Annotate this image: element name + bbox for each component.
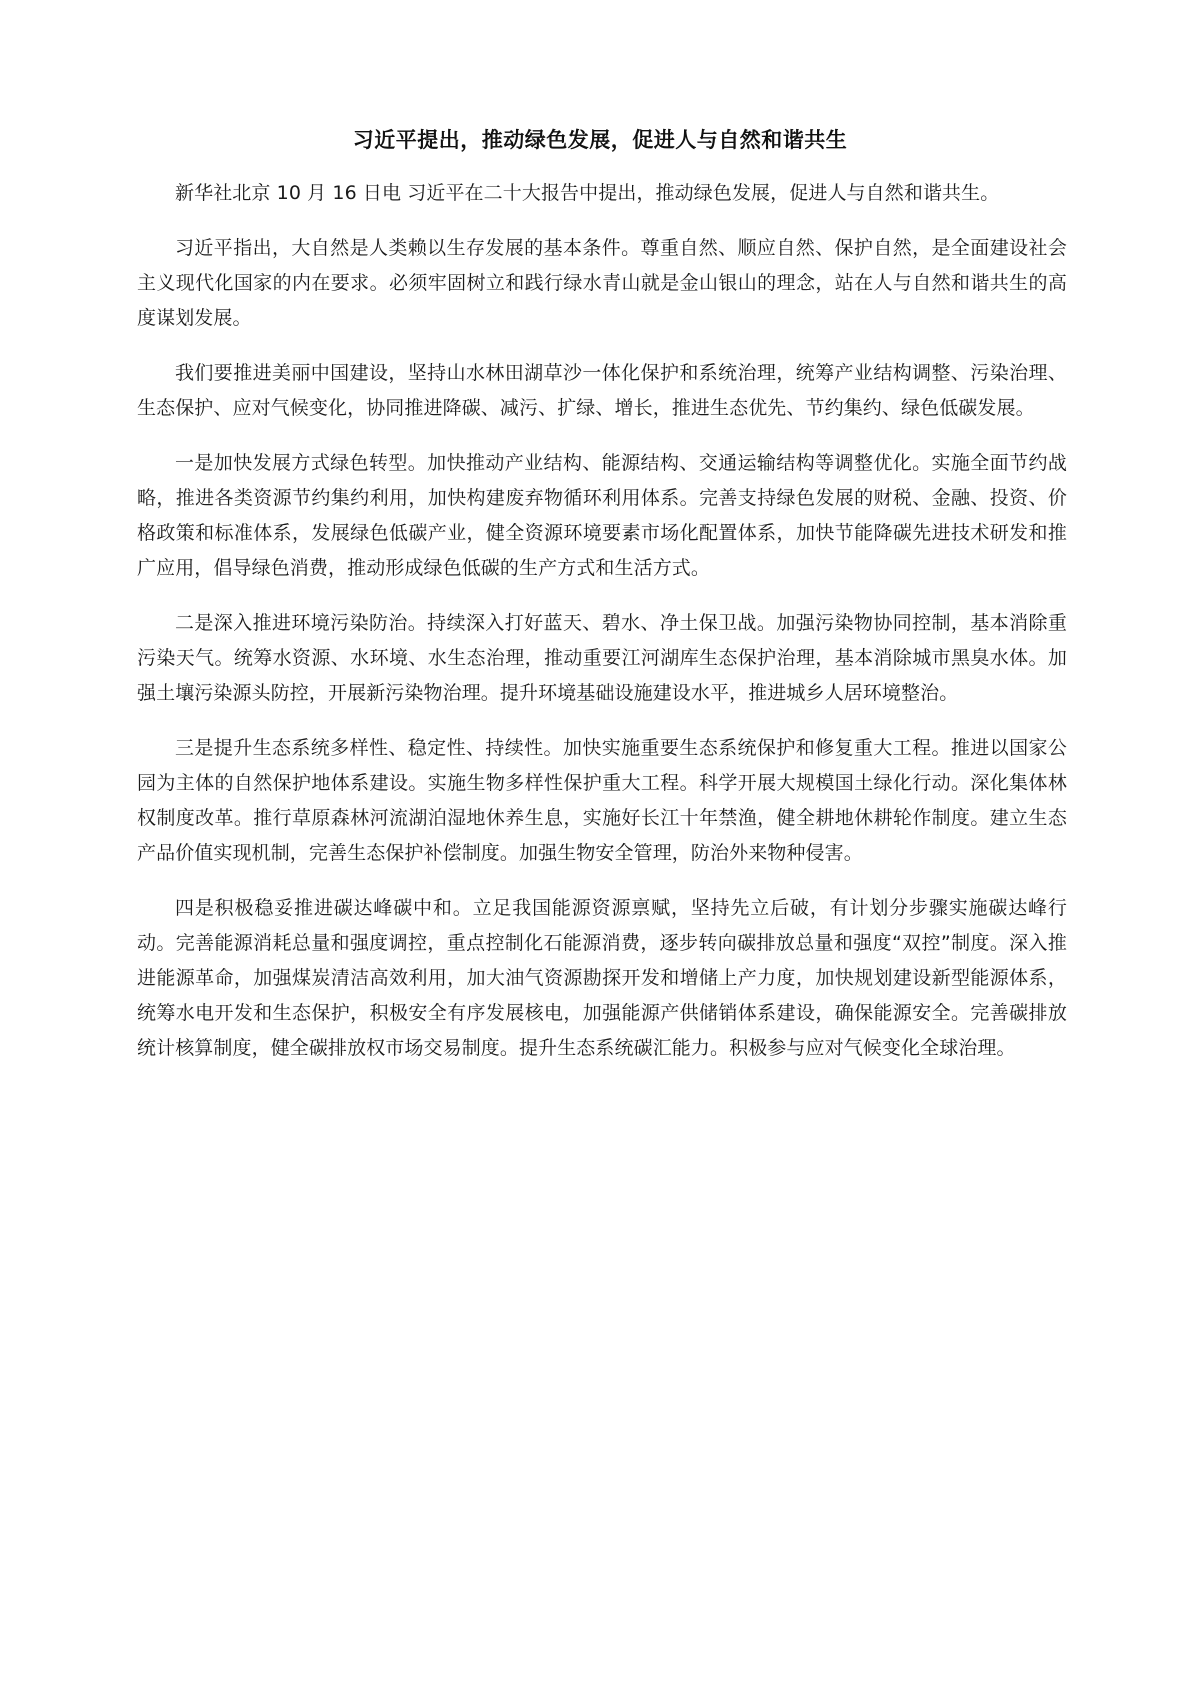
document-title: 习近平提出，推动绿色发展，促进人与自然和谐共生 bbox=[352, 128, 848, 152]
paragraph-dateline: 新华社北京 10 月 16 日电 习近平在二十大报告中提出，推动绿色发展，促进人与自然和谐共生。 bbox=[175, 182, 1000, 204]
document-body bbox=[137, 176, 1067, 1086]
paragraph-intro: 习近平指出，大自然是人类赖以生存发展的基本条件。尊重自然、顺应自然、保护自然，是全面建设社会主义现代化国家的内在要求。必须牢固树立和践行绿水青山就是金山银山的理念，站在人与自然和谐共生的高度谋划发展。 bbox=[137, 237, 1067, 329]
paragraph-point-three: 三是提升生态系统多样性、稳定性、持续性。加快实施重要生态系统保护和修复重大工程。推进以国家公园为主体的自然保护地体系建设。实施生物多样性保护重大工程。科学开展大规模国土绿化行动。深化集体林权制度改革。推行草原森林河流湖泊湿地休养生息，实施好长江十年禁渔，健全耕地休耕轮作制度。建立生态产品价值实现机制，完善生态保护补偿制度。加强生物安全管理，防治外来物种侵害。 bbox=[137, 737, 1067, 864]
paragraph-point-one: 一是加快发展方式绿色转型。加快推动产业结构、能源结构、交通运输结构等调整优化。实施全面节约战略，推进各类资源节约集约利用，加快构建废弃物循环利用体系。完善支持绿色发展的财税、金融、投资、价格政策和标准体系，发展绿色低碳产业，健全资源环境要素市场化配置体系，加快节能降碳先进技术研发和推广应用，倡导绿色消费，推动形成绿色低碳的生产方式和生活方式。 bbox=[137, 452, 1067, 579]
paragraph-point-four: 四是积极稳妥推进碳达峰碳中和。立足我国能源资源禀赋，坚持先立后破，有计划分步骤实施碳达峰行动。完善能源消耗总量和强度调控，重点控制化石能源消费，逐步转向碳排放总量和强度“双控”制度。深入推进能源革命，加强煤炭清洁高效利用，加大油气资源勘探开发和增储上产力度，加快规划建设新型能源体系，统筹水电开发和生态保护，积极安全有序发展核电，加强能源产供储销体系建设，确保能源安全。完善碳排放统计核算制度，健全碳排放权市场交易制度。提升生态系统碳汇能力。积极参与应对气候变化全球治理。 bbox=[137, 897, 1067, 1059]
paragraph-point-two: 二是深入推进环境污染防治。持续深入打好蓝天、碧水、净土保卫战。加强污染物协同控制，基本消除重污染天气。统筹水资源、水环境、水生态治理，推动重要江河湖库生态保护治理，基本消除城市黑臭水体。加强土壤污染源头防控，开展新污染物治理。提升环境基础设施建设水平，推进城乡人居环境整治。 bbox=[137, 612, 1067, 704]
paragraph-overview: 我们要推进美丽中国建设，坚持山水林田湖草沙一体化保护和系统治理，统筹产业结构调整、污染治理、生态保护、应对气候变化，协同推进降碳、减污、扩绿、增长，推进生态优先、节约集约、绿色低碳发展。 bbox=[137, 362, 1067, 419]
